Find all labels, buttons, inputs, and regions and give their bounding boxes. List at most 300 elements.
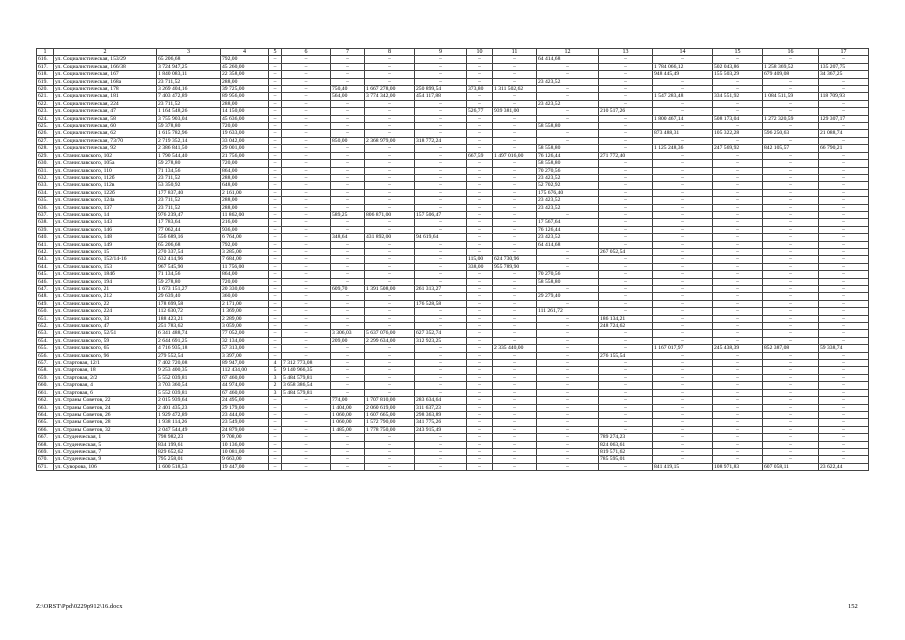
table-cell: 635.: [37, 197, 54, 204]
table-cell: 3 306,03: [331, 330, 365, 337]
table-cell: –: [467, 456, 493, 463]
table-cell: 58 558,80: [537, 278, 599, 285]
table-cell: 596 250,63: [763, 130, 819, 137]
table-cell: –: [415, 256, 467, 263]
table-cell: 666.: [37, 426, 54, 433]
table-cell: –: [415, 182, 467, 189]
table-cell: 2 060 619,00: [365, 404, 415, 411]
address-cell: ул. Станиславского, 143: [54, 219, 157, 226]
table-cell: –: [415, 197, 467, 204]
table-cell: 157 506,47: [415, 211, 467, 218]
table-cell: –: [282, 100, 331, 107]
table-cell: –: [599, 308, 653, 315]
table-cell: 186 134,21: [599, 315, 653, 322]
table-cell: –: [415, 123, 467, 130]
table-cell: 564,00: [331, 93, 365, 100]
table-cell: –: [493, 434, 537, 441]
table-cell: –: [763, 241, 819, 248]
table-cell: 967 545,90: [157, 263, 221, 270]
table-cell: –: [269, 293, 282, 300]
table-cell: –: [599, 130, 653, 137]
table-cell: 59 278,80: [157, 278, 221, 285]
table-cell: –: [493, 137, 537, 144]
table-cell: –: [467, 389, 493, 396]
table-cell: –: [819, 226, 869, 233]
table-cell: 23 444,00: [221, 411, 269, 418]
table-cell: 44 974,00: [221, 382, 269, 389]
table-cell: 288,00: [221, 78, 269, 85]
table-cell: 271 772,40: [599, 152, 653, 159]
table-cell: 679 409,08: [763, 71, 819, 78]
column-number: 9: [415, 49, 467, 56]
table-cell: –: [713, 286, 763, 293]
table-cell: –: [467, 204, 493, 211]
table-cell: 11 862,00: [221, 211, 269, 218]
address-cell: ул. Социалистическая, 47: [54, 108, 157, 115]
table-cell: 653.: [37, 330, 54, 337]
address-cell: ул. Стартовая, 4: [54, 382, 157, 389]
table-cell: 288,00: [221, 204, 269, 211]
column-number: 17: [819, 49, 869, 56]
table-row: [37, 137, 869, 144]
table-cell: –: [365, 108, 415, 115]
table-cell: 67 460,00: [221, 389, 269, 396]
table-cell: –: [819, 248, 869, 255]
table-cell: –: [763, 397, 819, 404]
table-cell: –: [713, 123, 763, 130]
table-cell: –: [493, 271, 537, 278]
table-cell: –: [282, 293, 331, 300]
table-cell: 19 633,00: [221, 130, 269, 137]
column-number: 15: [713, 49, 763, 56]
table-cell: –: [713, 382, 763, 389]
table-cell: –: [331, 78, 365, 85]
table-cell: –: [365, 463, 415, 470]
table-cell: 624 730,96: [493, 256, 537, 263]
table-cell: –: [415, 78, 467, 85]
column-number: 14: [653, 49, 713, 56]
table-cell: –: [763, 248, 819, 255]
table-cell: –: [269, 397, 282, 404]
table-cell: –: [365, 123, 415, 130]
table-cell: 2 368 979,00: [365, 137, 415, 144]
table-cell: –: [467, 300, 493, 307]
table-cell: –: [653, 100, 713, 107]
table-cell: –: [653, 56, 713, 63]
table-cell: –: [653, 323, 713, 330]
table-cell: –: [282, 271, 331, 278]
table-cell: –: [331, 182, 365, 189]
column-number: 11: [493, 49, 537, 56]
table-cell: 9 708,00: [221, 434, 269, 441]
table-cell: 785 595,01: [599, 456, 653, 463]
table-cell: –: [269, 248, 282, 255]
table-cell: 64 414,68: [537, 56, 599, 63]
table-row: [37, 463, 869, 470]
table-cell: –: [331, 63, 365, 70]
table-cell: –: [365, 323, 415, 330]
table-cell: 59 338,74: [819, 345, 869, 352]
table-cell: 77 052,00: [221, 330, 269, 337]
table-cell: 841 419,15: [653, 463, 713, 470]
table-row: [37, 263, 869, 270]
address-cell: ул. Стартовая, 6: [54, 389, 157, 396]
table-cell: 1 784 066,12: [653, 63, 713, 70]
address-cell: ул. Социалистическая, 153/29: [54, 56, 157, 63]
table-row: [37, 226, 869, 233]
address-cell: ул. Станиславского, 124а: [54, 197, 157, 204]
table-cell: 829 652,62: [157, 448, 221, 455]
table-cell: –: [365, 71, 415, 78]
table-cell: 14 150,00: [221, 108, 269, 115]
table-cell: 23 711,52: [157, 197, 221, 204]
table-cell: 248 724,62: [599, 323, 653, 330]
table-cell: 58 558,80: [537, 160, 599, 167]
table-cell: –: [365, 197, 415, 204]
table-cell: –: [819, 256, 869, 263]
table-cell: –: [269, 419, 282, 426]
table-cell: 23 423,52: [537, 100, 599, 107]
table-row: [37, 456, 869, 463]
table-cell: –: [599, 219, 653, 226]
table-cell: –: [763, 300, 819, 307]
table-cell: –: [537, 63, 599, 70]
table-cell: –: [599, 234, 653, 241]
table-cell: –: [493, 360, 537, 367]
table-cell: –: [365, 63, 415, 70]
table-cell: –: [365, 434, 415, 441]
table-cell: –: [713, 256, 763, 263]
table-cell: –: [269, 152, 282, 159]
table-cell: 29 179,00: [221, 404, 269, 411]
table-row: [37, 434, 869, 441]
table-cell: –: [819, 434, 869, 441]
table-cell: –: [493, 426, 537, 433]
table-cell: –: [282, 397, 331, 404]
table-cell: 663.: [37, 404, 54, 411]
table-cell: –: [493, 100, 537, 107]
table-cell: 59 278,80: [157, 160, 221, 167]
column-number: 16: [763, 49, 819, 56]
table-cell: –: [365, 145, 415, 152]
table-row: [37, 330, 869, 337]
table-cell: –: [653, 248, 713, 255]
table-row: [37, 93, 869, 100]
table-cell: –: [467, 115, 493, 122]
table-cell: 636.: [37, 204, 54, 211]
table-cell: 655.: [37, 345, 54, 352]
table-cell: –: [415, 160, 467, 167]
address-cell: ул. Станиславского, 122б: [54, 189, 157, 196]
table-cell: –: [599, 256, 653, 263]
table-cell: –: [763, 152, 819, 159]
table-cell: –: [763, 448, 819, 455]
table-cell: –: [493, 115, 537, 122]
table-cell: –: [493, 219, 537, 226]
table-cell: 454 117,88: [415, 93, 467, 100]
table-cell: 32 134,00: [221, 337, 269, 344]
table-cell: 7 402 720,08: [157, 360, 221, 367]
table-cell: 23 711,52: [157, 100, 221, 107]
table-cell: –: [493, 93, 537, 100]
address-cell: ул. Социалистическая, 167: [54, 71, 157, 78]
table-cell: 267 052,54: [599, 248, 653, 255]
table-cell: –: [467, 182, 493, 189]
table-cell: –: [415, 441, 467, 448]
table-cell: –: [653, 293, 713, 300]
table-cell: –: [599, 137, 653, 144]
table-cell: –: [653, 241, 713, 248]
table-cell: 283 634,64: [415, 397, 467, 404]
address-cell: ул. Станиславского, 33: [54, 315, 157, 322]
table-cell: –: [819, 160, 869, 167]
table-cell: 2 161,00: [221, 189, 269, 196]
table-cell: –: [269, 71, 282, 78]
table-cell: –: [282, 404, 331, 411]
table-cell: –: [763, 226, 819, 233]
table-cell: 628.: [37, 145, 54, 152]
table-cell: –: [493, 197, 537, 204]
table-cell: –: [282, 189, 331, 196]
table-cell: –: [282, 286, 331, 293]
table-cell: –: [713, 323, 763, 330]
table-cell: 2 289,00: [221, 315, 269, 322]
table-row: [37, 71, 869, 78]
table-row: [37, 78, 869, 85]
table-row: [37, 197, 869, 204]
table-cell: 338,00: [467, 263, 493, 270]
table-cell: 670.: [37, 456, 54, 463]
table-cell: –: [653, 456, 713, 463]
table-cell: –: [331, 226, 365, 233]
table-cell: –: [599, 63, 653, 70]
table-cell: –: [269, 174, 282, 181]
table-cell: –: [763, 286, 819, 293]
table-cell: –: [713, 226, 763, 233]
table-cell: –: [819, 100, 869, 107]
table-cell: –: [713, 108, 763, 115]
table-cell: –: [331, 197, 365, 204]
table-cell: –: [415, 448, 467, 455]
table-cell: –: [819, 456, 869, 463]
table-cell: –: [713, 152, 763, 159]
table-cell: –: [493, 308, 537, 315]
table-cell: 45 636,00: [221, 115, 269, 122]
table-cell: 660.: [37, 382, 54, 389]
table-cell: –: [467, 286, 493, 293]
table-cell: 789 274,23: [599, 434, 653, 441]
table-cell: –: [282, 145, 331, 152]
table-cell: 664.: [37, 411, 54, 418]
address-cell: ул. Страны Советов, 26: [54, 411, 157, 418]
table-cell: –: [537, 411, 599, 418]
table-cell: 298 363,89: [415, 411, 467, 418]
table-cell: –: [269, 263, 282, 270]
address-cell: ул. Социалистическая, 166/38: [54, 63, 157, 70]
table-cell: 652.: [37, 323, 54, 330]
table-cell: –: [713, 160, 763, 167]
table-cell: –: [713, 374, 763, 381]
table-cell: 852 387,08: [763, 345, 819, 352]
table-cell: –: [331, 263, 365, 270]
table-row: [37, 167, 869, 174]
table-cell: –: [713, 219, 763, 226]
table-cell: –: [269, 434, 282, 441]
table-cell: –: [331, 367, 365, 374]
table-cell: –: [282, 204, 331, 211]
table-cell: 108 971,83: [713, 463, 763, 470]
address-cell: ул. Станиславского, 137: [54, 204, 157, 211]
address-cell: ул. Страны Советов, 28: [54, 419, 157, 426]
table-cell: –: [269, 308, 282, 315]
table-cell: –: [282, 278, 331, 285]
table-cell: –: [653, 286, 713, 293]
address-cell: ул. Станиславского, 149: [54, 241, 157, 248]
table-cell: –: [493, 174, 537, 181]
data-table: [36, 48, 869, 471]
table-cell: –: [467, 174, 493, 181]
table-cell: –: [599, 397, 653, 404]
address-cell: ул. Стартовая, 12/1: [54, 360, 157, 367]
table-cell: –: [713, 174, 763, 181]
table-cell: –: [467, 426, 493, 433]
table-cell: –: [331, 152, 365, 159]
table-cell: –: [331, 100, 365, 107]
file-path: Z:\ORST\Ppd\0229p912\16.docx: [36, 603, 123, 610]
table-cell: 976 239,47: [157, 211, 221, 218]
table-cell: –: [763, 56, 819, 63]
table-cell: 526,77: [467, 108, 493, 115]
table-cell: –: [537, 256, 599, 263]
table-cell: –: [653, 434, 713, 441]
table-cell: –: [653, 197, 713, 204]
table-cell: –: [282, 108, 331, 115]
table-cell: –: [269, 204, 282, 211]
table-cell: –: [415, 115, 467, 122]
table-cell: –: [282, 115, 331, 122]
table-cell: –: [282, 123, 331, 130]
table-cell: –: [599, 241, 653, 248]
table-row: [37, 404, 869, 411]
address-cell: ул. Студенческая, 7: [54, 448, 157, 455]
table-row: [37, 182, 869, 189]
table-cell: –: [269, 93, 282, 100]
table-cell: –: [365, 389, 415, 396]
table-cell: 806 871,00: [365, 211, 415, 218]
table-cell: –: [269, 63, 282, 70]
table-cell: –: [269, 219, 282, 226]
table-row: [37, 115, 869, 122]
table-cell: –: [269, 456, 282, 463]
table-cell: 3 755 903,04: [157, 115, 221, 122]
table-cell: –: [653, 263, 713, 270]
table-cell: –: [415, 108, 467, 115]
table-cell: 618.: [37, 71, 54, 78]
table-cell: –: [282, 248, 331, 255]
table-row: [37, 204, 869, 211]
table-cell: 210 517,26: [599, 108, 653, 115]
table-cell: –: [467, 234, 493, 241]
table-cell: –: [365, 204, 415, 211]
table-cell: –: [365, 263, 415, 270]
table-cell: –: [282, 337, 331, 344]
address-cell: ул. Социалистическая, 92: [54, 145, 157, 152]
table-cell: –: [763, 426, 819, 433]
table-cell: –: [819, 389, 869, 396]
table-cell: 834 199,61: [157, 441, 221, 448]
table-cell: –: [467, 211, 493, 218]
table-cell: –: [269, 167, 282, 174]
table-cell: –: [599, 100, 653, 107]
table-cell: 873 488,31: [653, 130, 713, 137]
table-cell: 334 551,92: [713, 93, 763, 100]
table-cell: –: [331, 241, 365, 248]
table-cell: 39 725,00: [221, 86, 269, 93]
table-cell: –: [537, 456, 599, 463]
table-cell: –: [819, 337, 869, 344]
table-cell: –: [819, 286, 869, 293]
table-cell: –: [269, 448, 282, 455]
table-cell: 23 549,00: [221, 419, 269, 426]
table-cell: 3: [269, 374, 282, 381]
table-cell: –: [819, 367, 869, 374]
table-cell: –: [653, 389, 713, 396]
address-cell: ул. Студенческая, 5: [54, 441, 157, 448]
table-cell: –: [653, 271, 713, 278]
table-cell: –: [763, 382, 819, 389]
table-cell: –: [415, 315, 467, 322]
table-cell: –: [819, 352, 869, 359]
table-cell: 6 341 488,74: [157, 330, 221, 337]
table-cell: 175 676,40: [537, 189, 599, 196]
table-cell: 1 164 548,26: [157, 108, 221, 115]
table-cell: 59 378,80: [157, 123, 221, 130]
address-cell: ул. Станиславского, 153: [54, 263, 157, 270]
table-cell: –: [653, 352, 713, 359]
table-cell: –: [653, 367, 713, 374]
table-cell: –: [819, 404, 869, 411]
table-cell: –: [282, 448, 331, 455]
table-cell: –: [599, 337, 653, 344]
table-cell: –: [713, 182, 763, 189]
table-cell: –: [713, 300, 763, 307]
table-cell: –: [493, 211, 537, 218]
table-cell: 622.: [37, 100, 54, 107]
table-cell: –: [365, 456, 415, 463]
address-cell: ул. Социалистическая, 58: [54, 115, 157, 122]
table-cell: –: [653, 374, 713, 381]
table-cell: 243 915,49: [415, 426, 467, 433]
table-cell: –: [493, 78, 537, 85]
table-cell: –: [269, 108, 282, 115]
table-cell: –: [819, 441, 869, 448]
table-cell: 19 447,00: [221, 463, 269, 470]
table-cell: –: [467, 241, 493, 248]
table-cell: 667,59: [467, 152, 493, 159]
table-cell: 77 062,44: [157, 226, 221, 233]
table-cell: 10 136,00: [221, 441, 269, 448]
table-cell: –: [537, 419, 599, 426]
table-cell: –: [763, 419, 819, 426]
table-cell: 5 484 579,81: [282, 374, 331, 381]
table-cell: 76 126,44: [537, 152, 599, 159]
table-cell: –: [282, 323, 331, 330]
table-cell: –: [819, 86, 869, 93]
table-cell: 627.: [37, 137, 54, 144]
table-cell: –: [653, 308, 713, 315]
table-cell: 70 270,56: [537, 167, 599, 174]
table-cell: 640.: [37, 234, 54, 241]
